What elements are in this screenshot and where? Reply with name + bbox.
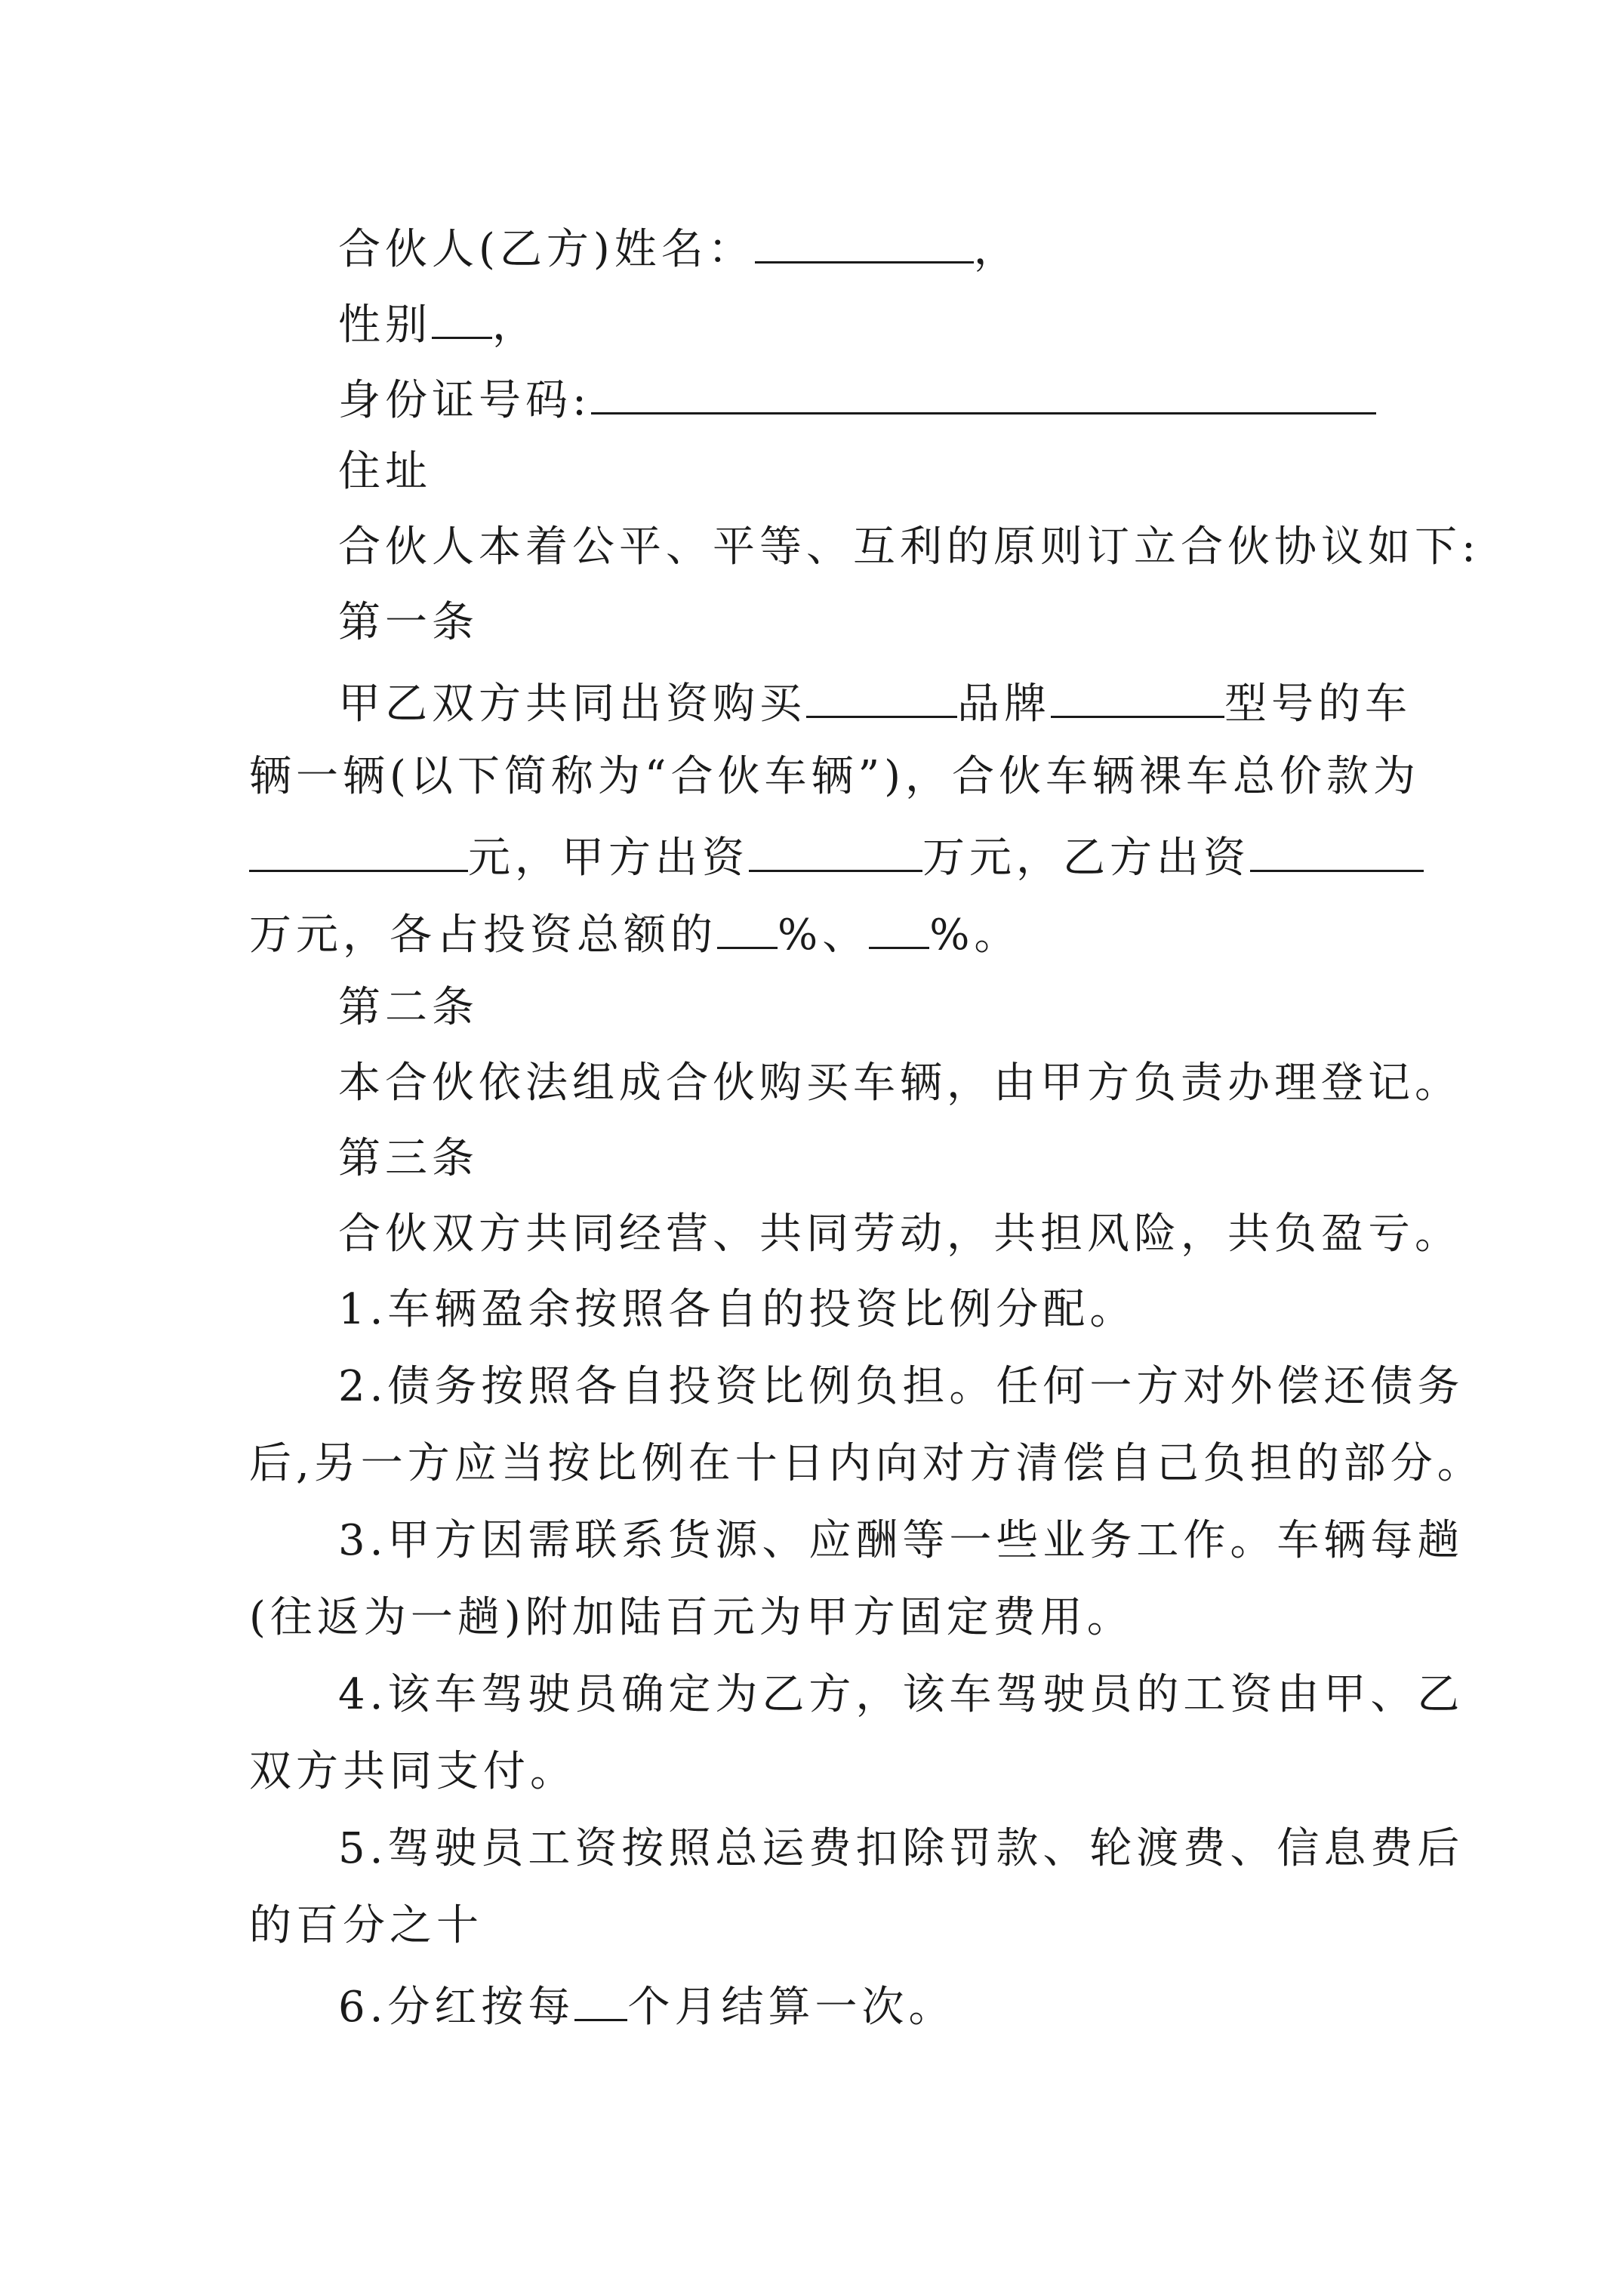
comma: ， (973, 225, 1021, 274)
article-3-item-5: 5.驾驶员工资按照总运费扣除罚款、轮渡费、信息费后 (338, 1824, 1464, 1873)
article-1-text: 型号的车 (1224, 680, 1412, 729)
partner-name-line (338, 219, 1021, 276)
gender-label: 性别 (338, 300, 432, 350)
article-3-item-2-cont: 后,另一方应当按比例在十日内向对方清偿自己负担的部分。 (249, 1439, 1484, 1488)
article-1-heading: 第一条 (338, 598, 479, 647)
agreement-intro: 合伙人本着公平、平等、互利的原则订立合伙协议如下: (338, 522, 1480, 572)
item-6-text: 6.分红按每 (338, 1983, 575, 2032)
item-6-text: 个月结算一次。 (627, 1983, 956, 2032)
comma: ， (492, 300, 539, 350)
share-b-blank (869, 905, 929, 949)
article-1-text: %、 (778, 911, 870, 960)
address-label: 住址 (338, 447, 432, 496)
article-3-item-3-cont: (往返为一趟)附加陆百元为甲方固定费用。 (249, 1593, 1134, 1642)
article-3-item-5-cont: 的百分之十 (249, 1901, 483, 1950)
article-1-text: 万元，各占投资总额的 (249, 911, 717, 960)
id-number-label: 身份证号码: (338, 376, 591, 425)
article-3-item-1: 1.车辆盈余按照各自的投资比例分配。 (338, 1285, 1137, 1334)
partner-name-label: 合伙人(乙方)姓名： (338, 225, 755, 274)
article-3-item-6 (338, 1977, 955, 2034)
article-1-line-4 (249, 905, 1021, 962)
article-1-text: 品牌 (957, 680, 1051, 729)
article-1-text: %。 (929, 911, 1021, 960)
party-a-investment-blank (749, 827, 922, 872)
article-2-text: 本合伙依法组成合伙购买车辆，由甲方负责办理登记。 (338, 1059, 1461, 1108)
article-1-text: 万元，乙方出资 (922, 834, 1250, 883)
months-blank (574, 1977, 627, 2021)
total-price-blank (249, 827, 468, 872)
article-1-line-1 (338, 673, 1412, 731)
article-3-heading: 第三条 (338, 1134, 479, 1183)
brand-blank (806, 673, 957, 718)
id-number-line (338, 370, 1376, 427)
partner-name-blank (755, 219, 974, 264)
gender-blank (432, 294, 492, 339)
id-number-blank (591, 370, 1376, 415)
article-1-line-2: 辆一辆(以下简称为“合伙车辆”)，合伙车辆裸车总价款为 (249, 752, 1420, 801)
article-3-item-4-cont: 双方共同支付。 (249, 1747, 577, 1796)
article-1-line-3 (249, 827, 1424, 885)
model-blank (1051, 673, 1224, 718)
article-1-text: 元，甲方出资 (468, 834, 749, 883)
share-a-blank (717, 905, 778, 949)
article-3-text: 合伙双方共同经营、共同劳动，共担风险，共负盈亏。 (338, 1210, 1461, 1259)
article-2-heading: 第二条 (338, 983, 479, 1032)
gender-line (338, 294, 539, 352)
party-b-investment-blank (1250, 827, 1424, 872)
article-3-item-3: 3.甲方因需联系货源、应酬等一些业务工作。车辆每趟 (338, 1516, 1464, 1565)
article-3-item-2: 2.债务按照各自投资比例负担。任何一方对外偿还债务 (338, 1362, 1464, 1411)
article-1-text: 甲乙双方共同出资购买 (338, 680, 806, 729)
article-3-item-4: 4.该车驾驶员确定为乙方，该车驾驶员的工资由甲、乙 (338, 1670, 1464, 1719)
